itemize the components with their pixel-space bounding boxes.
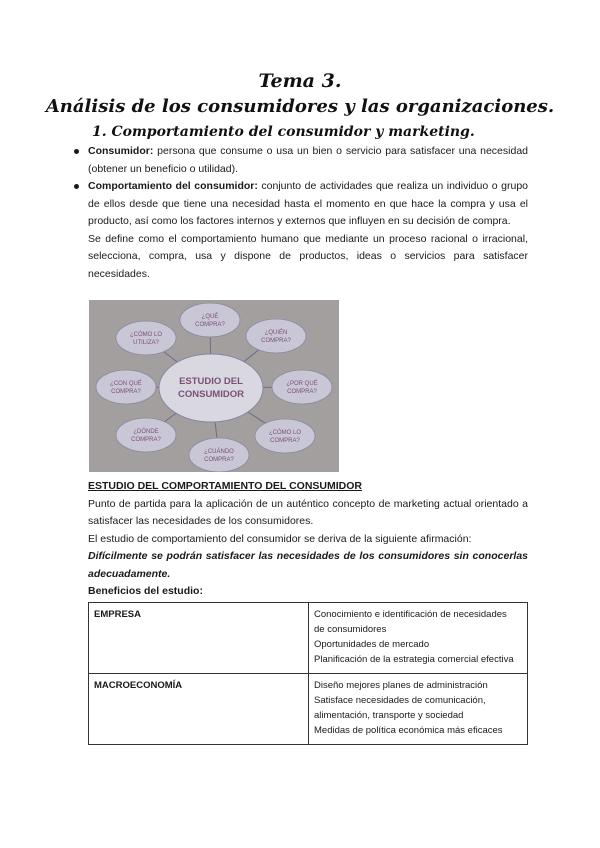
diagram-node-label: ¿POR QUÉ [286, 381, 318, 387]
diagram-node [116, 418, 176, 452]
study-block [88, 478, 528, 601]
diagram-node-label: COMPRA? [204, 457, 234, 463]
diagram-node-label: ¿CÓMO LO [129, 332, 163, 338]
definition-text: conjunto de actividades que realiza un individuo o grupo de ellos desde que tiene una necesidad hasta el momento en que hace la compra y usa el producto, así como los factores internos y externos que influyen en su decisión de compra. [88, 180, 528, 227]
study-heading: ESTUDIO DEL COMPORTAMIENTO DEL CONSUMIDOR [88, 480, 362, 492]
table-value-line: Planificación de la estrategia comercial efectiva [314, 654, 514, 665]
diagram-center-line2: CONSUMIDOR [178, 389, 244, 400]
benefits-table [88, 602, 528, 745]
diagram-node-label: ¿CÓMO LO [268, 430, 302, 436]
definition-note: Se define como el comportamiento humano que mediante un proceso racional o irracional, selecciona, compra, usa y dispone de productos, ideas o servicios para satisfacer necesidades. [88, 232, 528, 280]
diagram-node [116, 321, 176, 355]
definition-term: Comportamiento del consumidor: [88, 180, 258, 192]
definition-term: Consumidor: [88, 145, 154, 157]
table-value-line: Diseño mejores planes de administración [314, 680, 488, 691]
diagram-node-label: UTILIZA? [133, 340, 159, 346]
table-value-line: Medidas de política económica más eficaces [314, 725, 503, 736]
diagram-node-label: COMPRA? [261, 338, 291, 344]
diagram-node [272, 370, 332, 404]
diagram-node-label: ¿CON QUÉ [110, 381, 142, 387]
table-key-cell: MACROECONOMÍA [89, 674, 309, 745]
diagram-node [255, 419, 315, 453]
table-value-line: de consumidores [314, 624, 387, 635]
diagram-center [159, 354, 263, 422]
diagram-center-line1: ESTUDIO DEL [179, 376, 243, 387]
table-row [89, 603, 528, 674]
table-value-line: Conocimiento e identificación de necesidades [314, 609, 507, 620]
consumer-study-diagram [89, 300, 339, 472]
table-key-cell: EMPRESA [89, 603, 309, 674]
bullet-icon [74, 184, 79, 189]
diagram-svg [89, 300, 339, 472]
definition-consumidor [88, 143, 528, 178]
section-title: 1. Comportamiento del consumidor y marketing. [92, 124, 475, 140]
diagram-node [189, 438, 249, 472]
diagram-node-label: COMPRA? [111, 389, 141, 395]
definition-comportamiento [88, 178, 528, 231]
diagram-node [96, 370, 156, 404]
definition-text: persona que consume o usa un bien o servicio para satisfacer una necesidad (obtener un beneficio o utilidad). [88, 145, 528, 175]
study-paragraph-1: Punto de partida para la aplicación de un auténtico concepto de marketing actual orientado a satisfacer las necesidades de los consumidores. [88, 497, 528, 527]
diagram-node-label: ¿CUÁNDO [204, 449, 234, 455]
diagram-node-label: COMPRA? [270, 438, 300, 444]
study-paragraph-2: El estudio de comportamiento del consumidor se deriva de la siguiente afirmación: [88, 532, 472, 545]
table-value-cell [309, 674, 528, 745]
diagram-node-label: COMPRA? [131, 437, 161, 443]
definitions-block [88, 143, 528, 283]
table-row [89, 674, 528, 745]
table-value-line: Oportunidades de mercado [314, 639, 430, 650]
benefits-label-text: Beneficios del estudio: [88, 585, 203, 597]
diagram-node-label: ¿QUÉ [201, 314, 219, 320]
diagram-node-label: ¿DÓNDE [133, 429, 159, 435]
bullet-icon [74, 149, 79, 154]
study-quote: Difícilmente se podrán satisfacer las necesidades de los consumidores sin conocerlas adecuadamente. [88, 550, 528, 580]
diagram-node-label: COMPRA? [195, 322, 225, 328]
table-value-line: Satisface necesidades de comunicación, [314, 695, 486, 706]
table-value-cell [309, 603, 528, 674]
benefits-label [88, 583, 528, 601]
diagram-node-label: ¿QUIÉN [264, 330, 288, 336]
diagram-node [180, 303, 240, 337]
page-title: Tema 3. [258, 70, 342, 92]
table-value-line: alimentación, transporte y sociedad [314, 710, 464, 721]
diagram-node [246, 319, 306, 353]
page-subtitle: Análisis de los consumidores y las organizaciones. [45, 96, 555, 117]
diagram-node-label: COMPRA? [287, 389, 317, 395]
